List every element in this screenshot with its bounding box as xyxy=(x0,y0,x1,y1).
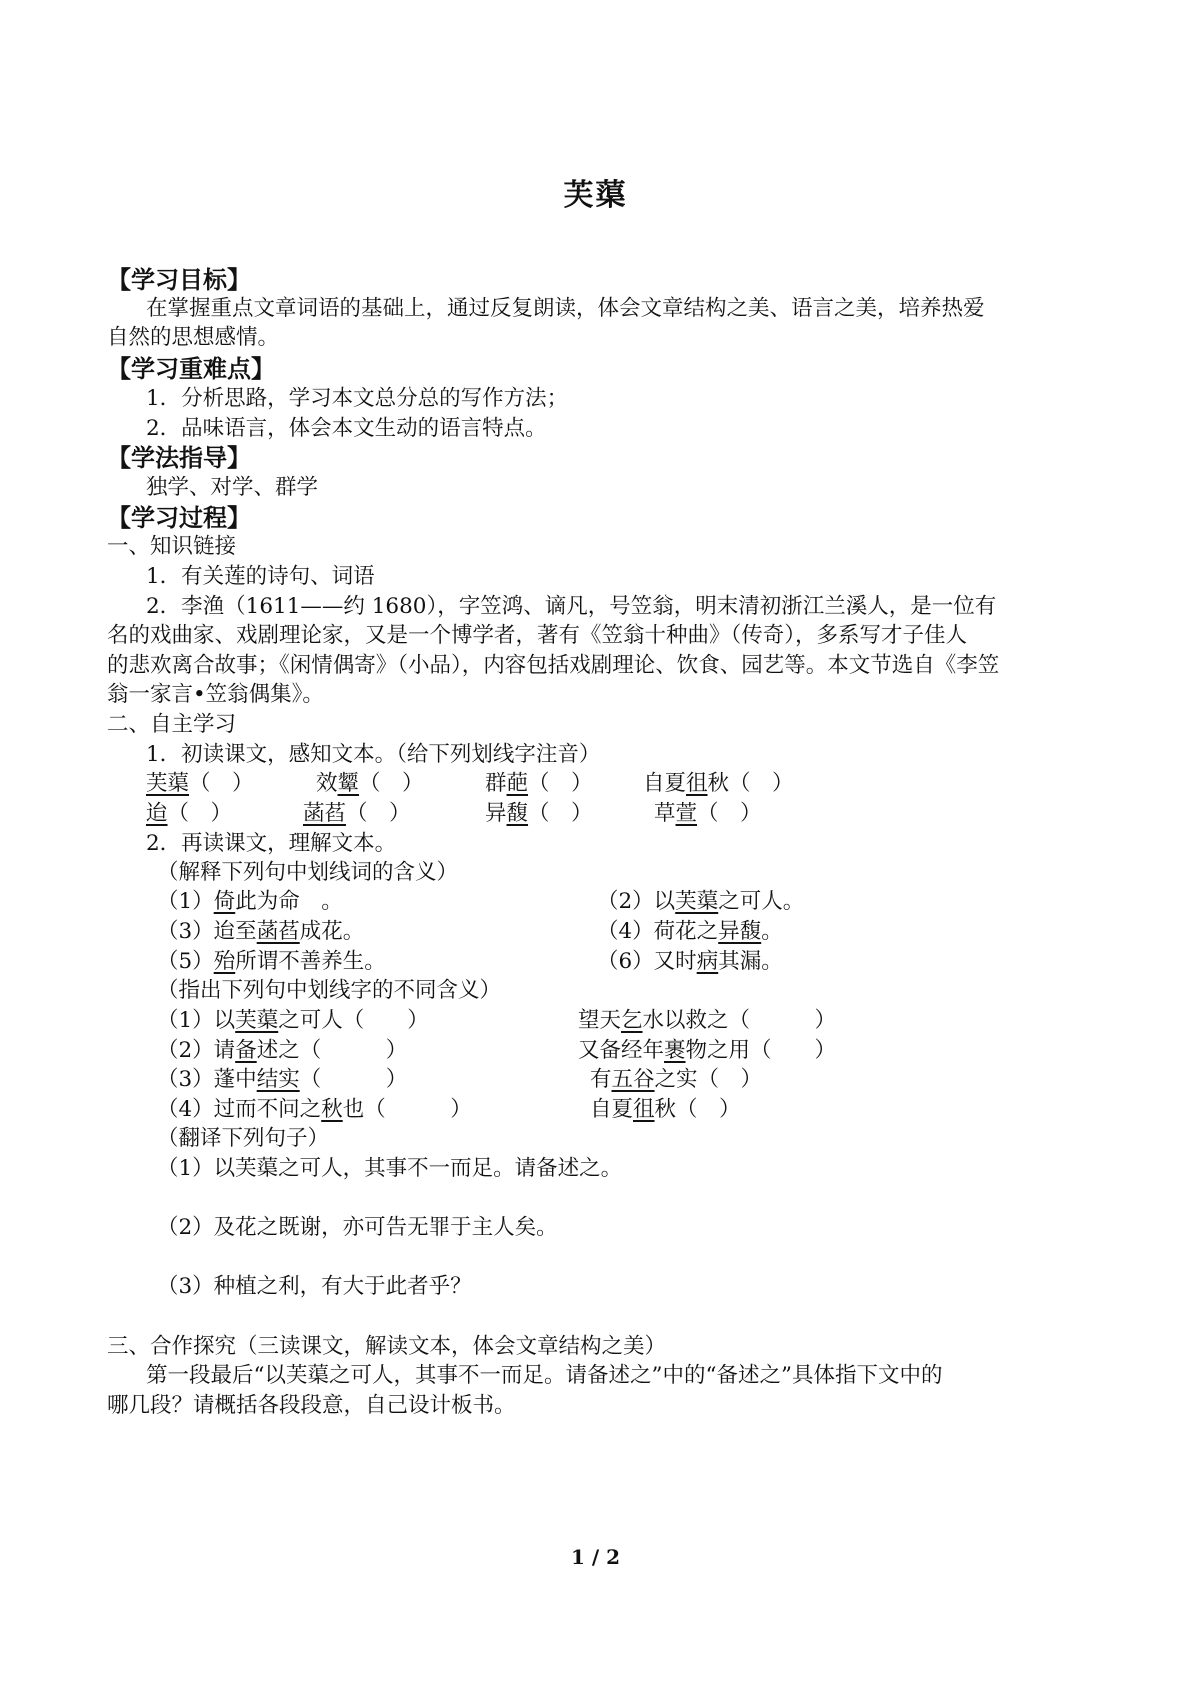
part2-step2: 2．再读课文，理解文本。 xyxy=(146,831,397,856)
pinyin-word: 馥 xyxy=(506,801,529,826)
pinyin-word-prefix: 草 xyxy=(654,801,676,826)
answer-blank: （ ） xyxy=(697,801,762,826)
pinyin-word: 颦 xyxy=(337,771,360,796)
pinyin-word: 迨 xyxy=(146,801,168,826)
item-text: 之可人。 xyxy=(718,889,805,914)
item-text: 之可人（ ） xyxy=(278,1008,429,1033)
method-heading: 【学法指导】 xyxy=(107,444,251,472)
underlined-word: 倚 xyxy=(213,889,236,914)
pinyin-word: 萱 xyxy=(675,801,698,826)
part3-text-line2: 哪几段？请概括各段段意，自己设计板书。 xyxy=(107,1393,516,1418)
item-text: （3）迨至 xyxy=(157,919,257,944)
underlined-word: 乞 xyxy=(621,1008,643,1033)
translate-item-2: （2）及花之既谢，亦可告无罪于主人矣。 xyxy=(157,1215,558,1240)
underlined-word: 芙蕖 xyxy=(675,889,719,914)
pinyin-word: 菡萏 xyxy=(303,801,347,826)
pinyin-item xyxy=(303,799,411,829)
goal-text-line-1: 在掌握重点文章词语的基础上，通过反复朗读，体会文章结构之美、语言之美，培养热爱 xyxy=(146,296,985,321)
underlined-word: 病 xyxy=(696,949,719,974)
item-text: 。 xyxy=(761,919,783,944)
translate-item-3: （3）种植之利，有大于此者乎？ xyxy=(157,1274,472,1299)
pinyin-item xyxy=(146,799,232,829)
item-text: 望天 xyxy=(578,1008,622,1033)
underlined-word: 结实 xyxy=(256,1067,300,1092)
item-text: 自夏 xyxy=(590,1097,634,1122)
answer-blank: （ ） xyxy=(359,771,424,796)
diff-item-4a xyxy=(157,1095,472,1125)
underlined-word: 备 xyxy=(235,1038,257,1063)
part1-item2-line1: 2．李渔（1611——约 1680），字笠鸿、谪凡，号笠翁，明末清初浙江兰溪人，是一位有 xyxy=(146,594,997,619)
explain-heading: （解释下列句中划线词的含义） xyxy=(157,860,459,885)
diff-item-3a xyxy=(157,1065,407,1095)
item-text: 秋（ ） xyxy=(654,1097,741,1122)
underlined-word: 菡萏 xyxy=(256,919,300,944)
item-text: （2）以 xyxy=(597,889,676,914)
goal-text-line-2: 自然的思想感情。 xyxy=(107,325,280,350)
part3-text-line1: 第一段最后“以芙蕖之可人，其事不一而足。请备述之”中的“备述之”具体指下文中的 xyxy=(146,1363,943,1388)
item-text: 所谓不善养生。 xyxy=(235,949,386,974)
page-title: 芙蕖 xyxy=(563,178,628,213)
key-point-1: 1．分析思路，学习本文总分总的写作方法； xyxy=(146,386,569,411)
diff-item-3b xyxy=(590,1065,762,1095)
underlined-word: 裹 xyxy=(664,1038,686,1063)
key-point-2: 2．品味语言，体会本文生动的语言特点。 xyxy=(146,416,547,441)
part2-step1: 1．初读课文，感知文本。（给下列划线字注音） xyxy=(146,742,601,767)
item-text: 物之用（ ） xyxy=(685,1038,837,1063)
answer-blank: （ ） xyxy=(528,801,593,826)
part1-item2-line2: 名的戏曲家、戏剧理论家，又是一个博学者，著有《笠翁十种曲》（传奇），多系写才子佳人 xyxy=(107,623,968,648)
item-text: （4）荷花之 xyxy=(597,919,719,944)
pinyin-word-prefix: 效 xyxy=(316,771,338,796)
underlined-word: 殆 xyxy=(213,949,236,974)
goal-heading: 【学习目标】 xyxy=(107,266,251,294)
part1-item2-line3: 的悲欢离合故事；《闲情偶寄》（小品），内容包括戏剧理论、饮食、园艺等。本文节选自《李笠 xyxy=(107,653,1000,678)
diff-item-4b xyxy=(590,1095,741,1125)
diff-heading: （指出下列句中划线字的不同含义） xyxy=(157,978,502,1003)
diff-item-1a xyxy=(157,1006,429,1036)
explain-item-5 xyxy=(157,947,386,977)
item-text: （1）以 xyxy=(157,1008,236,1033)
item-text: （3）蓬中 xyxy=(157,1067,257,1092)
pinyin-item xyxy=(316,769,424,799)
part1-heading: 一、知识链接 xyxy=(107,534,237,559)
item-text: 有 xyxy=(590,1067,612,1092)
answer-blank: （ ） xyxy=(167,801,233,826)
translate-item-1: （1）以芙蕖之可人，其事不一而足。请备述之。 xyxy=(157,1156,623,1181)
pinyin-word-prefix: 自夏 xyxy=(643,771,687,796)
item-text: （1） xyxy=(157,889,214,914)
pinyin-word: 芙蕖 xyxy=(146,771,190,796)
item-text: 此为命 。 xyxy=(235,889,343,914)
pinyin-word: 徂 xyxy=(686,771,708,796)
pinyin-word-prefix: 异 xyxy=(485,801,507,826)
underlined-word: 五谷 xyxy=(611,1067,655,1092)
item-text: 述之（ ） xyxy=(256,1038,408,1063)
item-text: （5） xyxy=(157,949,214,974)
pinyin-item xyxy=(643,769,794,799)
explain-item-6 xyxy=(597,947,783,977)
item-text: （2）请 xyxy=(157,1038,236,1063)
part2-heading: 二、自主学习 xyxy=(107,712,237,737)
answer-blank: （ ） xyxy=(729,771,794,796)
pinyin-item xyxy=(485,769,593,799)
key-heading: 【学习重难点】 xyxy=(107,355,275,383)
item-text: 又备经年 xyxy=(578,1038,665,1063)
pinyin-word: 葩 xyxy=(506,771,529,796)
item-text: （4）过而不问之 xyxy=(157,1097,322,1122)
diff-item-1b xyxy=(578,1006,836,1036)
pinyin-item xyxy=(146,769,254,799)
underlined-word: 芙蕖 xyxy=(235,1008,279,1033)
explain-item-1 xyxy=(157,887,343,917)
pinyin-word-suffix: 秋 xyxy=(707,771,730,796)
item-text: 之实（ ） xyxy=(654,1067,763,1092)
pinyin-item xyxy=(654,799,762,829)
underlined-word: 异馥 xyxy=(718,919,762,944)
diff-item-2b xyxy=(578,1036,836,1066)
part3-heading: 三、合作探究（三读课文，解读文本，体会文章结构之美） xyxy=(107,1334,667,1359)
explain-item-4 xyxy=(597,917,783,947)
item-text: 其漏。 xyxy=(718,949,783,974)
item-text: 成花。 xyxy=(299,919,365,944)
pinyin-item xyxy=(485,799,593,829)
underlined-word: 徂 xyxy=(633,1097,655,1122)
item-text: 也（ ） xyxy=(342,1097,472,1122)
item-text: （6）又时 xyxy=(597,949,697,974)
method-text: 独学、对学、群学 xyxy=(146,475,319,500)
process-heading: 【学习过程】 xyxy=(107,504,251,532)
translate-heading: （翻译下列句子） xyxy=(157,1126,330,1151)
diff-item-2a xyxy=(157,1036,407,1066)
part1-item2-line4: 翁一家言•笠翁偶集》。 xyxy=(107,682,324,707)
underlined-word: 秋 xyxy=(321,1097,343,1122)
part1-item1: 1．有关莲的诗句、词语 xyxy=(146,564,375,589)
pinyin-word-prefix: 群 xyxy=(485,771,507,796)
answer-blank: （ ） xyxy=(346,801,411,826)
page-number: 1 / 2 xyxy=(570,1545,621,1569)
item-text: （ ） xyxy=(299,1067,408,1092)
explain-item-3 xyxy=(157,917,364,947)
answer-blank: （ ） xyxy=(528,771,593,796)
item-text: 水以救之（ ） xyxy=(642,1008,837,1033)
explain-item-2 xyxy=(597,887,804,917)
answer-blank: （ ） xyxy=(189,771,254,796)
